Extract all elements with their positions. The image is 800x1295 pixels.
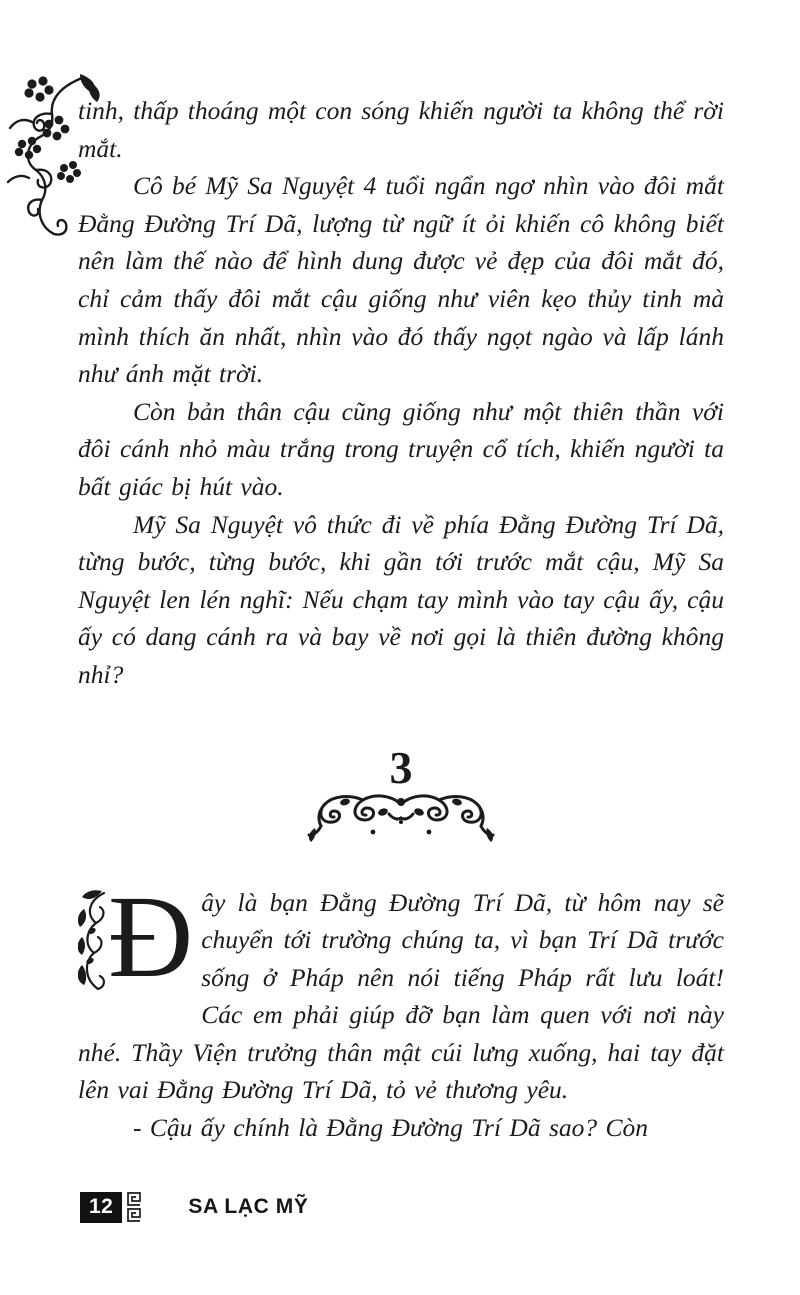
drop-cap-letter: Đ bbox=[108, 870, 194, 1002]
paragraph: Mỹ Sa Nguyệt vô thức đi về phía Đằng Đường Trí Dã, từng bước, từng bước, khi gần tới trước mắt cậu, Mỹ Sa Nguyệt len lén nghĩ: Nếu chạm tay mình vào tay cậu ấy, cậu ấy có dang cánh ra và bay về nơi gọi là thiên đường không nhỉ? bbox=[78, 509, 724, 689]
book-title: SA LẠC MỸ bbox=[188, 1195, 309, 1218]
dialogue-line: - Cậu ấy chính là Đằng Đường Trí Dã sao? Còn bbox=[133, 1113, 649, 1143]
paragraph-continuation: tinh, thấp thoáng một con sóng khiến người ta không thể rời mắt. bbox=[78, 96, 724, 163]
paragraph: Cô bé Mỹ Sa Nguyệt 4 tuổi ngẩn ngơ nhìn vào đôi mắt Đằng Đường Trí Dã, lượng từ ngữ ít ỏi khiến cô không biết nên làm thế nào để hình dung được vẻ đẹp của đôi mắt đó, chỉ cảm thấy đôi mắt cậu giống như viên kẹo thủy tinh mà mình thích ăn nhất, nhìn vào đó thấy ngọt ngào và lấp lánh như ánh mặt trời. bbox=[78, 171, 724, 389]
drop-cap bbox=[78, 870, 194, 1002]
section-opening-paragraph bbox=[78, 870, 724, 1110]
body-text bbox=[78, 92, 724, 1147]
chapter-number: 3 bbox=[389, 741, 413, 793]
spiral-meander-icon bbox=[125, 1191, 143, 1223]
paragraph: Còn bản thân cậu cũng giống như một thiên thần với đôi cánh nhỏ màu trắng trong truyện cổ tích, khiến người ta bất giác bị hút vào. bbox=[78, 396, 724, 501]
chapter-heading bbox=[78, 741, 724, 844]
page-footer bbox=[80, 1191, 308, 1223]
opening-paragraph-text: ây là bạn Đằng Đường Trí Dã, từ hôm nay sẽ chuyển tới trường chúng ta, vì bạn Trí Dã trước sống ở Pháp nên nói tiếng Pháp rất lưu loát! Các em phải giúp đỡ bạn làm quen với nơi này nhé. Thầy Viện trưởng thân mật cúi lưng xuống, hai tay đặt lên vai Đằng Đường Trí Dã, tỏ vẻ thương yêu. bbox=[78, 887, 724, 1105]
drop-cap-vine-icon bbox=[78, 889, 108, 999]
page-number: 12 bbox=[80, 1192, 122, 1223]
chapter-flourish-icon bbox=[305, 788, 497, 844]
